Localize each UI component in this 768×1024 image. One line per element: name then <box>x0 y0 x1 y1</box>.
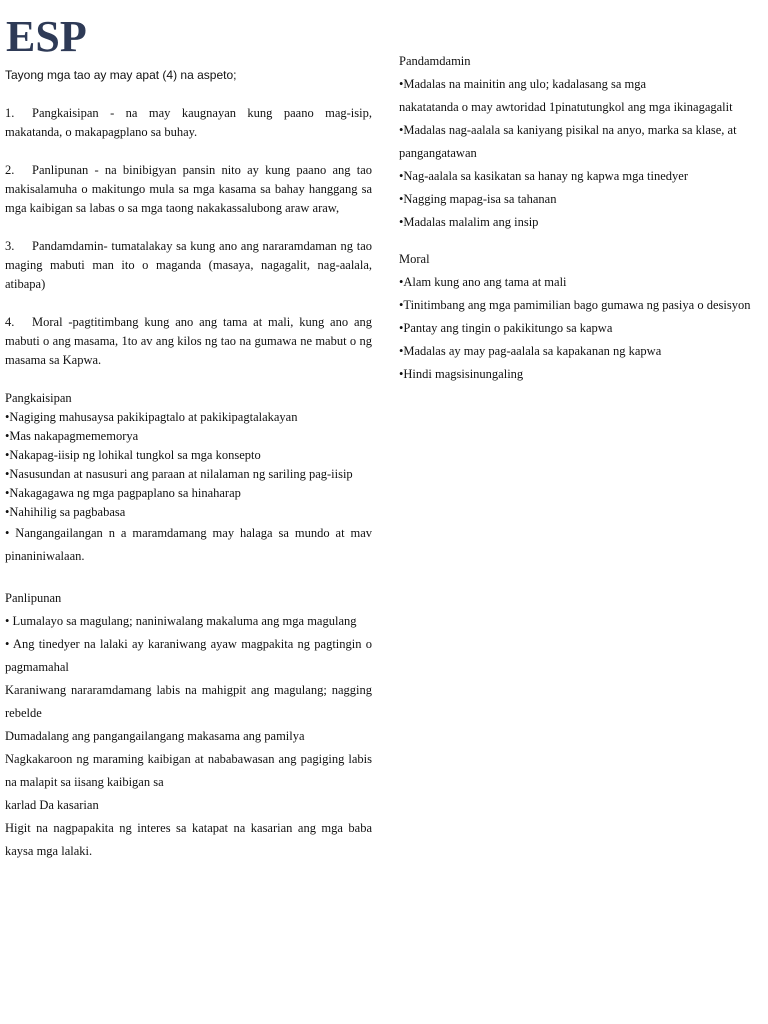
list-item: • Lumalayo sa magulang; naniniwalang makaluma ang mga magulang <box>5 614 357 628</box>
list-item: •Madalas na mainitin ang ulo; kadalasang sa mga <box>399 77 647 91</box>
aspect-item <box>5 104 372 142</box>
aspect-number: 1. <box>5 106 15 120</box>
list-item: • Nangangailangan n a maramdamang may halaga sa mundo at mav pinaniniwalaan. <box>5 526 372 563</box>
list-item: •Hindi magsisinungaling <box>399 367 524 381</box>
list-item: •Nagiging mahusaysa pakikipagtalo at pakikipagtalakayan <box>5 410 298 424</box>
list-item: •Tinitimbang ang mga pamimilian bago gumawa ng pasiya o desisyon <box>399 298 751 312</box>
panlipunan-section <box>5 587 372 863</box>
list-item: •Nahihilig sa pagbabasa <box>5 505 126 519</box>
list-item: •Nakagagawa ng mga pagpaplano sa hinaharap <box>5 486 241 500</box>
list-item: •Nagging mapag-isa sa tahanan <box>399 192 557 206</box>
aspect-text: Moral -pagtitimbang kung ano ang tama at mali, kung ano ang mabuti o ang masama, 1to av ang kilos ng tao na gumawa ne mabut o ng masama sa Kapwa. <box>5 315 372 367</box>
aspect-number: 2. <box>5 163 15 177</box>
list-item: nakatatanda o may awtoridad 1pinatutungkol ang mga ikinagagalit <box>399 100 733 114</box>
aspect-item <box>5 161 372 218</box>
intro-text: Tayong mga tao ay may apat (4) na aspeto; <box>5 68 237 82</box>
list-item: Nagkakaroon ng maraming kaibigan at nababawasan ang pagiging labis na malapit sa iisang kaibigan sa <box>5 752 372 789</box>
page-title: ESP <box>6 12 87 61</box>
aspect-item <box>5 237 372 294</box>
list-item: •Nasusundan at nasusuri ang paraan at nilalaman ng sariling pag-iisip <box>5 467 353 481</box>
section-title: Panlipunan <box>5 591 62 605</box>
aspect-item <box>5 313 372 370</box>
section-title: Moral <box>399 252 430 266</box>
pandamdamin-section <box>399 52 766 234</box>
left-column <box>5 66 372 882</box>
aspect-text: Pangkaisipan - na may kaugnayan kung paano mag-isip, makatanda, o makapagplano sa buhay. <box>5 106 372 139</box>
section-title: Pangkaisipan <box>5 391 72 405</box>
list-item: •Madalas nag-aalala sa kaniyang pisikal na anyo, marka sa klase, at pangangatawan <box>399 123 737 160</box>
list-item: Karaniwang nararamdamang labis na mahigpit ang magulang; nagging rebelde <box>5 683 372 720</box>
section-title: Pandamdamin <box>399 54 471 68</box>
aspect-text: Panlipunan - na binibigyan pansin nito ay kung paano ang tao makisalamuha o makitungo mula sa mga kasama sa bahay hanggang sa mga kaibigan sa labas o sa mga taong nakakassalubong araw araw, <box>5 163 372 215</box>
right-column <box>399 52 766 402</box>
list-item: •Madalas ay may pag-aalala sa kapakanan ng kapwa <box>399 344 662 358</box>
aspect-text: Pandamdamin- tumatalakay sa kung ano ang nararamdaman ng tao maging mabuti man ito o maganda (masaya, nagagalit, nag-aalala, atibapa) <box>5 239 372 291</box>
list-item: • Ang tinedyer na lalaki ay karaniwang ayaw magpakita ng pagtingin o pagmamahal <box>5 637 372 674</box>
list-item: •Nakapag-iisip ng lohikal tungkol sa mga konsepto <box>5 448 261 462</box>
list-item: •Madalas malalim ang insip <box>399 215 539 229</box>
list-item: Dumadalang ang pangangailangang makasama ang pamilya <box>5 729 305 743</box>
pangkaisipan-section <box>5 389 372 568</box>
list-item: •Mas nakapagmememorya <box>5 429 139 443</box>
list-item: •Nag-aalala sa kasikatan sa hanay ng kapwa mga tinedyer <box>399 169 688 183</box>
aspect-number: 4. <box>5 315 15 329</box>
list-item: •Alam kung ano ang tama at mali <box>399 275 567 289</box>
list-item: Higit na nagpapakita ng interes sa katapat na kasarian ang mga baba kaysa mga lalaki. <box>5 821 372 858</box>
list-item: karlad Da kasarian <box>5 798 99 812</box>
moral-section <box>399 250 766 386</box>
list-item: •Pantay ang tingin o pakikitungo sa kapwa <box>399 321 613 335</box>
aspect-number: 3. <box>5 239 15 253</box>
